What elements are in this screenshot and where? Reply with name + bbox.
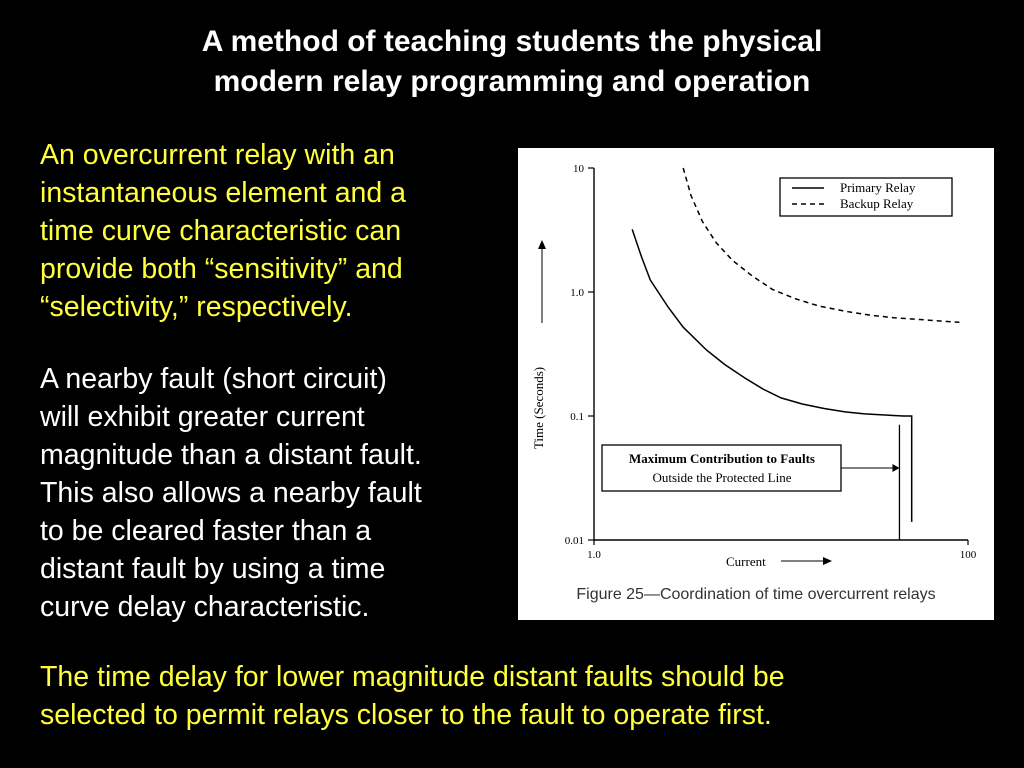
legend (780, 178, 952, 216)
annotation-arrowhead (892, 464, 899, 472)
coordination-figure (518, 148, 994, 620)
text-line: provide both “sensitivity” and (40, 253, 403, 285)
text-line: selected to permit relays closer to the fault to operate first. (40, 699, 772, 731)
y-tick-label: 0.01 (564, 535, 584, 547)
text-line: “selectivity,” respectively. (40, 291, 353, 323)
text-line: distant fault by using a time (40, 553, 386, 585)
x-axis-arrowhead (823, 557, 832, 565)
text-line: will exhibit greater current (40, 401, 365, 433)
y-tick-label: 10 (573, 163, 584, 175)
annotation-line: Outside the Protected Line (652, 470, 792, 485)
x-tick-label: 100 (959, 549, 977, 561)
title-line: modern relay programming and operation (213, 65, 811, 98)
legend-label-backup: Backup Relay (840, 196, 914, 211)
y-tick-label: 1.0 (570, 287, 584, 299)
text-line: An overcurrent relay with an (40, 139, 395, 171)
text-line: magnitude than a distant fault. (40, 439, 422, 471)
text-line: time curve characteristic can (40, 215, 402, 247)
slide-title (0, 22, 1024, 102)
figure-caption: Figure 25—Coordination of time overcurrent relays (576, 586, 936, 603)
text-line: to be cleared faster than a (40, 515, 372, 547)
legend-label-primary: Primary Relay (840, 180, 916, 195)
fault-paragraph (40, 360, 422, 626)
x-tick-label: 1.0 (587, 549, 601, 561)
text-line: The time delay for lower magnitude distant faults should be (40, 661, 785, 693)
coordination-chart (518, 148, 994, 620)
y-axis-label: Time (Seconds) (531, 366, 546, 450)
intro-paragraph (40, 136, 406, 326)
text-line: A nearby fault (short circuit) (40, 363, 387, 395)
x-axis-label: Current (726, 554, 766, 569)
text-line: curve delay characteristic. (40, 591, 370, 623)
y-axis-arrowhead (538, 240, 546, 249)
fault-annotation (602, 445, 841, 491)
title-line: A method of teaching students the physical (201, 25, 823, 58)
text-line: This also allows a nearby fault (40, 477, 422, 509)
conclusion-paragraph (40, 658, 785, 734)
annotation-line: Maximum Contribution to Faults (629, 451, 815, 466)
text-line: instantaneous element and a (40, 177, 407, 209)
y-tick-label: 0.1 (570, 411, 584, 423)
